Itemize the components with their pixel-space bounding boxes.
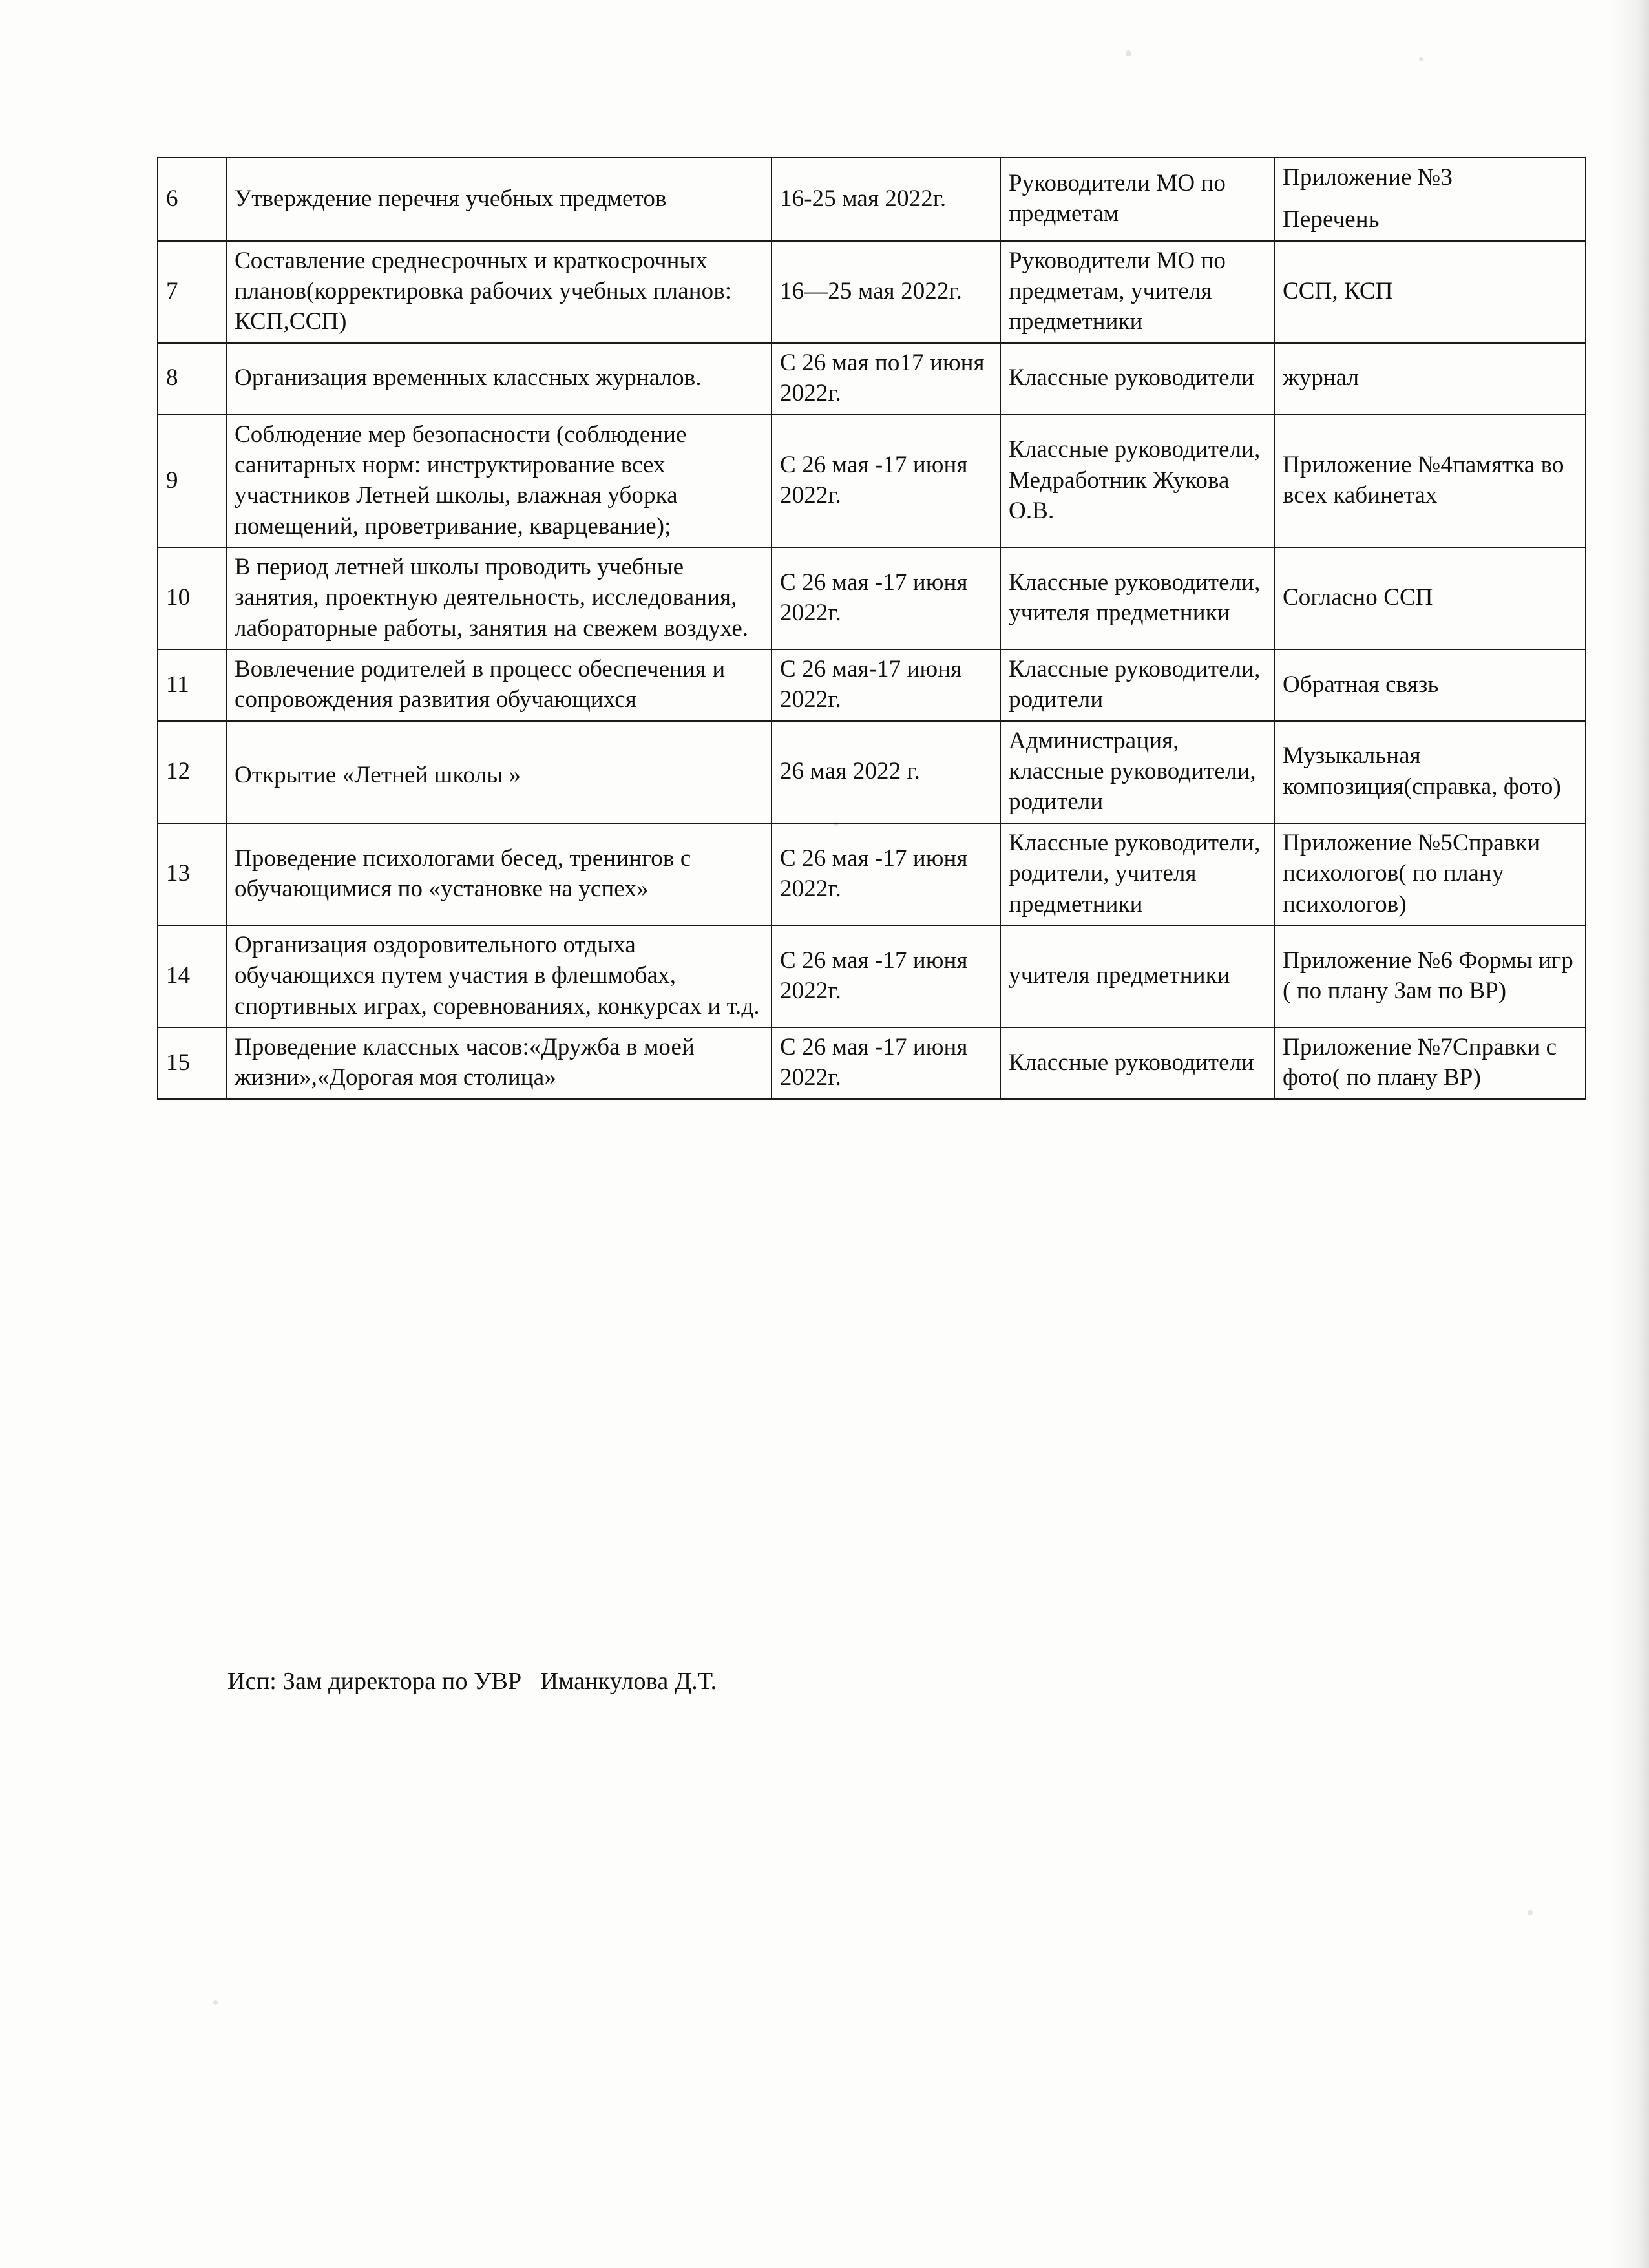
row-result-line2: Перечень	[1283, 206, 1380, 233]
row-result: Музыкальная композиция(справка, фото)	[1274, 721, 1586, 823]
row-task: Проведение психологами бесед, тренингов с обучающимися по «установке на успех»	[226, 823, 772, 925]
row-number: 12	[158, 721, 226, 823]
table-row	[158, 241, 1586, 343]
row-number: 14	[158, 925, 226, 1027]
row-responsible: Классные руководители, учителя предметники	[1000, 547, 1274, 649]
row-date: 16-25 мая 2022г.	[772, 158, 1000, 241]
row-date: С 26 мая-17 июня 2022г.	[772, 649, 1000, 721]
row-date: С 26 мая -17 июня 2022г.	[772, 823, 1000, 925]
scan-shadow-edge	[1609, 0, 1649, 2268]
row-responsible: Классные руководители, родители, учителя предметники	[1000, 823, 1274, 925]
row-date: С 26 мая -17 июня 2022г.	[772, 415, 1000, 547]
table-row	[158, 415, 1586, 547]
row-task: В период летней школы проводить учебные занятия, проектную деятельность, исследования, лабораторные работы, занятия на свежем воздухе.	[226, 547, 772, 649]
table-row	[158, 721, 1586, 823]
row-result: Согласно ССП	[1274, 547, 1586, 649]
row-result: Приложение №6 Формы игр ( по плану Зам по ВР)	[1274, 925, 1586, 1027]
row-date: 16—25 мая 2022г.	[772, 241, 1000, 343]
row-task: Организация временных классных журналов.	[226, 343, 772, 415]
scan-speck	[1419, 57, 1423, 61]
row-responsible: Руководители МО по предметам	[1000, 158, 1274, 241]
row-responsible: Классные руководители	[1000, 343, 1274, 415]
row-result: ССП, КСП	[1274, 241, 1586, 343]
table-row	[158, 547, 1586, 649]
table-row	[158, 343, 1586, 415]
table-row	[158, 1027, 1586, 1099]
schedule-table-wrapper	[157, 157, 1573, 1100]
row-date: С 26 мая по17 июня 2022г.	[772, 343, 1000, 415]
scan-speck	[1126, 50, 1131, 56]
row-task: Соблюдение мер безопасности (соблюдение санитарных норм: инструктирование всех участников Летней школы, влажная уборка помещений, проветривание, кварцевание);	[226, 415, 772, 547]
row-responsible: Руководители МО по предметам, учителя предметники	[1000, 241, 1274, 343]
row-number: 6	[158, 158, 226, 241]
table-row	[158, 925, 1586, 1027]
row-number: 11	[158, 649, 226, 721]
row-responsible: Администрация, классные руководители, родители	[1000, 721, 1274, 823]
row-result: Приложение №7Справки с фото( по плану ВР)	[1274, 1027, 1586, 1099]
scan-speck	[1528, 1910, 1533, 1915]
row-number: 15	[158, 1027, 226, 1099]
row-date: С 26 мая -17 июня 2022г.	[772, 547, 1000, 649]
row-number: 9	[158, 415, 226, 547]
row-date: С 26 мая -17 июня 2022г.	[772, 1027, 1000, 1099]
table-row	[158, 649, 1586, 721]
row-task: Открытие «Летней школы »	[226, 721, 772, 823]
row-task: Вовлечение родителей в процесс обеспечения и сопровождения развития обучающихся	[226, 649, 772, 721]
table-row	[158, 823, 1586, 925]
executor-note: Исп: Зам директора по УВР Иманкулова Д.Т.	[227, 1668, 717, 1695]
row-task: Организация оздоровительного отдыха обучающихся путем участия в флешмобах, спортивных играх, соревнованиях, конкурсах и т.д.	[226, 925, 772, 1027]
row-result: Обратная связь	[1274, 649, 1586, 721]
row-responsible: Классные руководители	[1000, 1027, 1274, 1099]
row-task: Составление среднесрочных и краткосрочных планов(корректировка рабочих учебных планов: КСП,ССП)	[226, 241, 772, 343]
row-number: 10	[158, 547, 226, 649]
row-result: Приложение №5Справки психологов( по плану психологов)	[1274, 823, 1586, 925]
row-task: Утверждение перечня учебных предметов	[226, 158, 772, 241]
row-number: 13	[158, 823, 226, 925]
row-result	[1274, 158, 1586, 241]
schedule-table	[157, 157, 1586, 1100]
row-result-spacer	[1283, 193, 1579, 204]
row-date: 26 мая 2022 г.	[772, 721, 1000, 823]
row-number: 7	[158, 241, 226, 343]
row-task: Проведение классных часов:«Дружба в моей жизни»,«Дорогая моя столица»	[226, 1027, 772, 1099]
row-number: 8	[158, 343, 226, 415]
row-result-line1: Приложение №3	[1283, 164, 1453, 191]
scan-speck	[213, 2000, 218, 2005]
row-date: С 26 мая -17 июня 2022г.	[772, 925, 1000, 1027]
row-result: Приложение №4памятка во всех кабинетах	[1274, 415, 1586, 547]
row-result: журнал	[1274, 343, 1586, 415]
row-responsible: Классные руководители, родители	[1000, 649, 1274, 721]
row-responsible: Классные руководители, Медработник Жукова О.В.	[1000, 415, 1274, 547]
table-row	[158, 158, 1586, 241]
row-responsible: учителя предметники	[1000, 925, 1274, 1027]
